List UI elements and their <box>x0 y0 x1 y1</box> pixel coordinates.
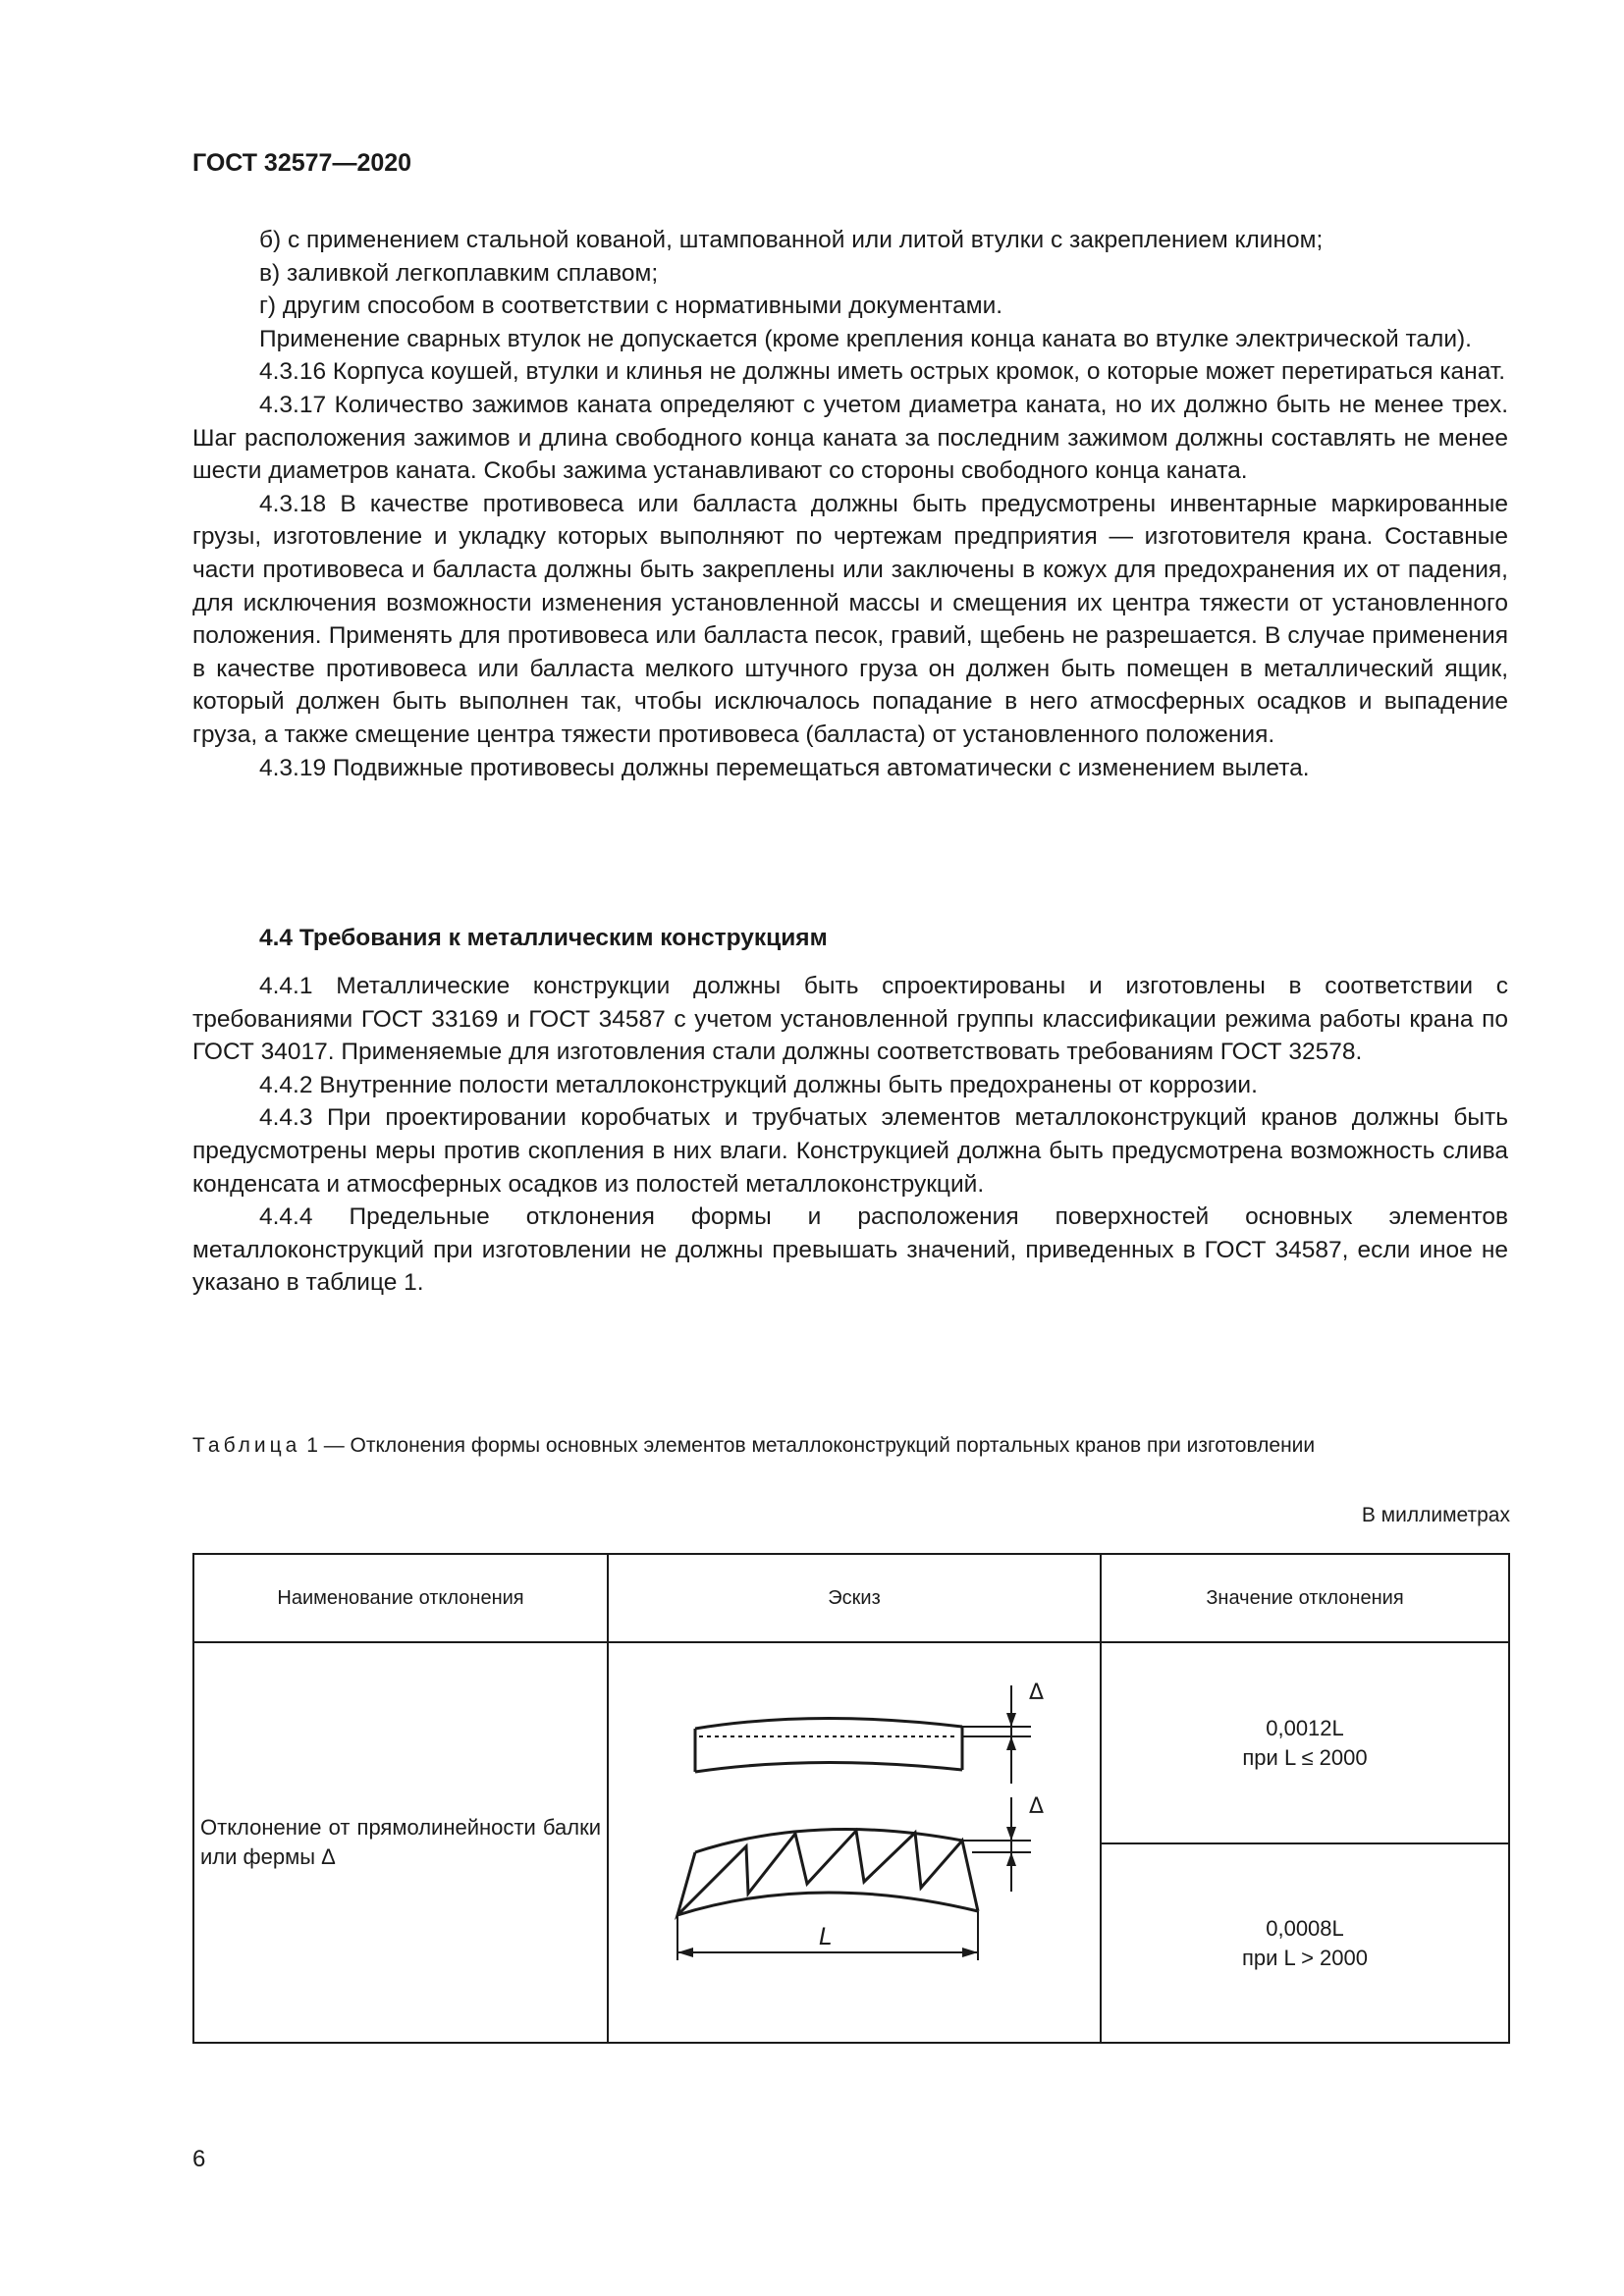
length-label: L <box>819 1923 833 1950</box>
truss-bottom-chord <box>677 1893 978 1915</box>
deviation-name: Отклонение от прямолинейности балки или фермы Δ <box>193 1642 608 2043</box>
paragraph: в) заливкой легкоплавким сплавом; <box>259 259 659 287</box>
paragraph: 4.3.16 Корпуса коушей, втулки и клинья не должны иметь острых кромок, о которые может перетираться канат. <box>259 358 1506 386</box>
arrow-head <box>1006 1736 1016 1750</box>
delta-label: Δ <box>1029 1794 1045 1819</box>
table-header-cell: Эскиз <box>608 1554 1101 1642</box>
paragraph: 4.3.19 Подвижные противовесы должны перемещаться автоматически с изменением вылета. <box>259 754 1310 781</box>
deviation-value: 0,0012L <box>1266 1715 1344 1740</box>
sketch-cell <box>608 1642 1101 2043</box>
table-caption-text: 1 — Отклонения формы основных элементов металлоконструкций портальных кранов при изготовлении <box>306 1434 1316 1457</box>
truss-top-chord <box>695 1829 962 1852</box>
deviation-value-cell <box>1101 1642 1509 1843</box>
table-header-cell: Значение отклонения <box>1101 1554 1509 1642</box>
paragraph: Применение сварных втулок не допускается (кроме крепления конца каната во втулке электрической тали). <box>259 325 1472 352</box>
paragraph: 4.4.3 При проектировании коробчатых и трубчатых элементов металлоконструкций кранов должны быть предусмотрены меры против скопления в них влаги. Конструкцией должна быть предусмотрена возможность слива конденсата и атмосферных осадков из полостей металлоконструкций. <box>192 1104 1508 1198</box>
arrow-head <box>1006 1852 1016 1866</box>
beam-top-edge <box>695 1718 962 1729</box>
deviation-value: 0,0008L <box>1266 1915 1344 1941</box>
section-body <box>192 970 1508 1300</box>
doc-header: ГОСТ 32577—2020 <box>192 149 412 177</box>
paragraph: 4.4.2 Внутренние полости металлоконструкций должны быть предохранены от коррозии. <box>259 1071 1258 1098</box>
arrow-head <box>1006 1713 1016 1727</box>
arrow-head <box>1006 1827 1016 1841</box>
deviation-value-cell <box>1101 1843 1509 2043</box>
body-text <box>192 224 1508 784</box>
paragraph: 4.4.1 Металлические конструкции должны быть спроектированы и изготовлены в соответствии с требованиями ГОСТ 33169 и ГОСТ 34587 с учетом установленной группы классификации режима работы крана по ГОСТ 34017. Применяемые для изготовления стали должны соответствовать требованиям ГОСТ 32578. <box>192 973 1508 1066</box>
table-header-cell: Наименование отклонения <box>193 1554 608 1642</box>
deviation-condition: при L > 2000 <box>1242 1945 1368 1970</box>
page-number: 6 <box>192 2146 206 2172</box>
delta-label: Δ <box>1029 1681 1045 1705</box>
beam-bottom-edge <box>695 1762 962 1772</box>
deviation-table <box>192 1553 1510 2044</box>
arrow-head <box>962 1948 978 1957</box>
table-header-row <box>193 1554 1509 1642</box>
table-row <box>193 1642 1509 1843</box>
section-title: 4.4 Требования к металлическим конструкциям <box>259 925 828 951</box>
paragraph: 4.4.4 Предельные отклонения формы и расположения поверхностей основных элементов металлоконструкций при изготовлении не должны превышать значений, приведенных в ГОСТ 34587, если иное не указано в таблице 1. <box>192 1203 1508 1297</box>
arrow-head <box>677 1948 693 1957</box>
table-caption <box>192 1431 1510 1461</box>
paragraph: б) с применением стальной кованой, штампованной или литой втулки с закреплением клином; <box>259 227 1324 253</box>
beam-truss-sketch <box>638 1666 1070 2019</box>
paragraph: 4.3.17 Количество зажимов каната определяют с учетом диаметра каната, но их должно быть не менее трех. Шаг расположения зажимов и длина свободного конца каната за последним зажимом должны составлять не менее шести диаметров каната. Скобы зажима устанавливают со стороны свободного конца каната. <box>192 391 1508 485</box>
table-units: В миллиметрах <box>1361 1504 1510 1526</box>
deviation-condition: при L ≤ 2000 <box>1242 1744 1368 1770</box>
table-caption-label: Таблица <box>192 1434 301 1457</box>
paragraph: 4.3.18 В качестве противовеса или балласта должны быть предусмотрены инвентарные маркированные грузы, изготовление и укладку которых выполняют по чертежам предприятия — изготовителя крана. Составные части противовеса и балласта должны быть закреплены или заключены в кожух для предохранения их от падения, для исключения возможности изменения установленной массы и смещения их центра тяжести от установленного положения. Применять для противовеса или балласта песок, гравий, щебень не разрешается. В случае применения в качестве противовеса или балласта мелкого штучного груза он должен быть помещен в металлический ящик, который должен быть выполнен так, чтобы исключалось попадание в него атмосферных осадков и выпадение груза, а также смещение центра тяжести противовеса (балласта) от установленного положения. <box>192 490 1508 748</box>
paragraph: г) другим способом в соответствии с нормативными документами. <box>259 293 1003 320</box>
